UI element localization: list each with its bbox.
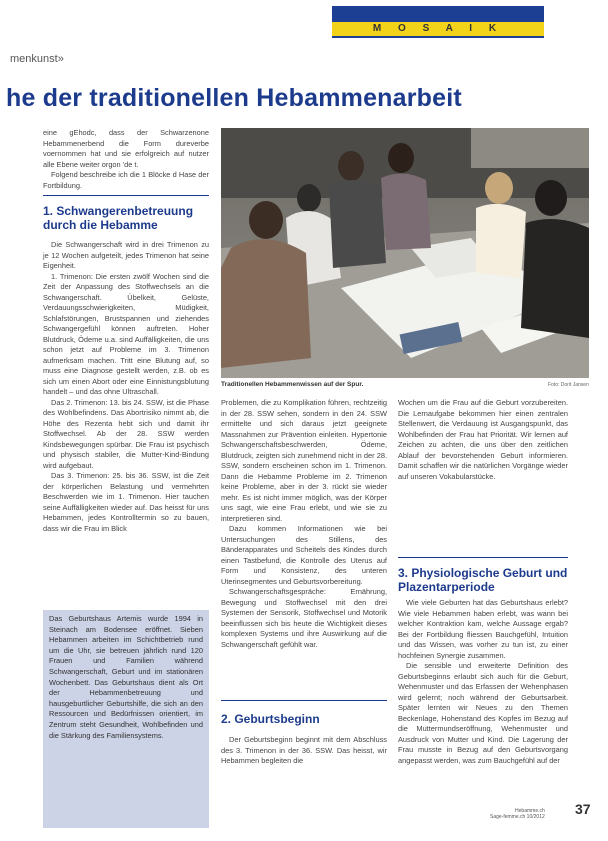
workshop-photo	[221, 128, 589, 378]
paragraph: Folgend beschreibe ich die 1 Blöcke d Hase der Fortbildung.	[43, 170, 209, 190]
col3-body	[398, 398, 568, 482]
paragraph: Dazu kommen Informationen wie bei Untersuchungen des Stillens, des Bänderapparates und Scheitels des Kindes durch einen Tastbefund, die Kontrolle des Uterus auf Form und Konsistenz, des unteren Uterinsegmentes und Geburtsvorbereitung.	[221, 524, 387, 586]
section-label: M O S A I K	[372, 23, 504, 34]
paragraph: Der Geburtsbeginn beginnt mit dem Abschluss des 3. Trimenon in der 36. SSW. Das heisst, wir Hebammen begleiten die	[221, 735, 387, 765]
journal-footer	[490, 808, 545, 820]
photo-credit: Foto: Dorit Jansen	[548, 382, 589, 388]
paragraph: Das 2. Trimenon: 13. bis 24. SSW, ist die Phase des Wohlbefindens. Das Abortrisiko nimmt ab, die Höhe des Rezenta hebt sich und damit ihr Stoffwechsel. Ab der 28. SSW werden Kindsbewegungen spürbar. Die Frau ist psychisch und physisch stabiler, die Mutter-Kind-Bindung wird aufgebaut.	[43, 397, 209, 470]
paragraph: eine gEhodc, dass der Schwarzenone Hebammenerbend die Form dureverbe voernommen hat und sie erfolgreich auf nutzer alle Ebene weiter orgon 'de t.	[43, 128, 209, 169]
paragraph: Die Schwangerschaft wird in drei Trimenon zu je 12 Wochen aufgeteilt, jedes Trimenon hat seine Eigenheit.	[43, 240, 209, 270]
paragraph: Wie viele Geburten hat das Geburtshaus erlebt? Wie viele Hebammen haben erlebt, was wann bei welcher Kontraktion kam, welche Aussage ergab? Bei der Fortbildung fliessen Bauchgefühl, Intuition und das Wissen, was vorher zu tun ist, zu einer hochfeinen Synergie zusammen.	[398, 598, 568, 660]
info-box-text: Das Geburtshaus Artemis wurde 1994 in Steinach am Bodensee eröffnet. Sieben Hebammen arbeiten im Schichtbetrieb rund um die Uhr, sie betreuen jährlich rund 120 Frauen und Familien während Schwangerschaft, Geburt und im stationären Wochenbett. Das Geburtshaus dient als Ort der Hebammenbetreuung und hausgeburtlicher Geburtshilfe, die sich an den Ressourcen und Bedürfnissen orientiert, im Zentrum steht Gesundheit, Wohlbefinden und die Stärkung des Familiensystems.	[49, 614, 203, 740]
heading-geburtsbeginn: 2. Geburtsbeginn	[221, 712, 320, 726]
paragraph: 1. Trimenon: Die ersten zwölf Wochen sind die Zeit der Anpassung des Stoffwechsels an die Schwangerschaft. Übelkeit, Gelüste, Verdauungsschwierigkeiten, Müdigkeit, Schlafstörungen, Brustspannen und ziehendes Schwangergefühl können auftreten. Hoher Blutdruck, Ödeme u.a. sind Auffälligkeiten, die uns schon jetzt auf Probleme im 3. Trimenon aufmerksam machen. Tritt eine Blutung auf, so muss eine Diagnose gestellt werden, z.B. ob es sich um einen Abort oder eine Einnistungsblutung handelt – und das ohne Ultraschall.	[43, 271, 209, 396]
col2-body	[221, 398, 387, 650]
col3-after	[398, 598, 568, 766]
col2-after	[221, 735, 387, 767]
divider	[398, 557, 568, 558]
page-headline: he der traditionellen Hebammenarbeit	[6, 84, 462, 112]
heading-schwangerenbetreuung: 1. Schwangerenbetreuung durch die Hebamme	[43, 204, 194, 232]
paragraph: Wochen um die Frau auf die Geburt vorzubereiten. Die Lernaufgabe bekommen hier einen zentralen Stellenwert, die Verdauung ist Ausgangspunkt, das Wohlbefinden der Frau hat Priorität. Wir lernen auf Zeichen zu achten, die uns über den zeitlichen Ablauf der bevorstehenden Geburt informieren. Damit schaffen wir die natürlichen Vorgänge wieder auf unseren Vokabularstücke.	[398, 398, 568, 481]
journal-issue: Sage-femme.ch 10/2012	[490, 814, 545, 820]
col1-body	[43, 240, 209, 534]
paragraph: Schwangerschaftsgespräche: Ernährung, Bewegung und Stoffwechsel mit den drei Systemen der Sensorik, Stoffwechsel und Motorik beeinflussen sich bis heute die Wichtigkeit dieses komplexen Systems und ihre Auswirkung auf die Schwangerschaft gefühlt war.	[221, 587, 387, 649]
page-number: 37	[575, 801, 591, 817]
photo-caption: Traditionellen Hebammenwissen auf der Spur.	[221, 381, 364, 388]
divider	[43, 195, 209, 196]
photo-illustration	[221, 128, 589, 378]
col1-intro	[43, 128, 209, 191]
journal-name: Hebamme.ch	[515, 808, 545, 814]
heading-physiologische-geburt: 3. Physiologische Geburt und Plazentarperiode	[398, 566, 568, 594]
paragraph: Das 3. Trimenon: 25. bis 36. SSW, ist die Zeit der körperlichen Belastung und vermehrten Beschwerden wie im 1. Trimenon. Hier tauchen seine Auffälligkeiten wieder auf. Das heisst für uns Hebammen, jedes Kontrolltermin so zu bauen, dass wir die Frau im Blick	[43, 471, 209, 533]
paragraph: Die sensible und erweiterte Definition des Geburtsbeginns erlaubt sich auch für die Geburt, Wehenmuster und das Erfassen der Wehenphasen wird gelernt; noch während der Geburtsarbeit. Später lernten wir Neues zu den Themen Beckenlage, Hohenstand des Kopfes im Bezug auf die Muttermundseröffnung, Wehenmuster und Ausdruck von Mutter und Kind. Die Lagerung der Frau musste in Bezug auf den Geburtsvorgang angepasst werden, was zum Bauchgefühl auf der	[398, 661, 568, 765]
paragraph: Problemen, die zu Komplikation führen, rechtzeitig in der 28. SSW sehen, sondern in den 24. SSW ermittelte und sich daraus jetzt geeignete Massnahmen zur Prävention einleiten. Hypertonie Schwangerschaftsbeschwerden, Ödeme, Blutdruck, zeigten sich zunehmend nicht in der 28. SSW, sondern erscheinen schon im 1. Trimenon. Dann die Hebamme Probleme im 2. Trimenon keine Probleme, aber in der 3. rückt sie wieder mehr. Es ist nicht immer möglich, was der Körper uns sagt, wie eine Frau erlebt, und wie sie zu interpretieren sind.	[221, 398, 387, 523]
headline-kicker: menkunst»	[10, 53, 64, 65]
divider	[221, 700, 387, 701]
